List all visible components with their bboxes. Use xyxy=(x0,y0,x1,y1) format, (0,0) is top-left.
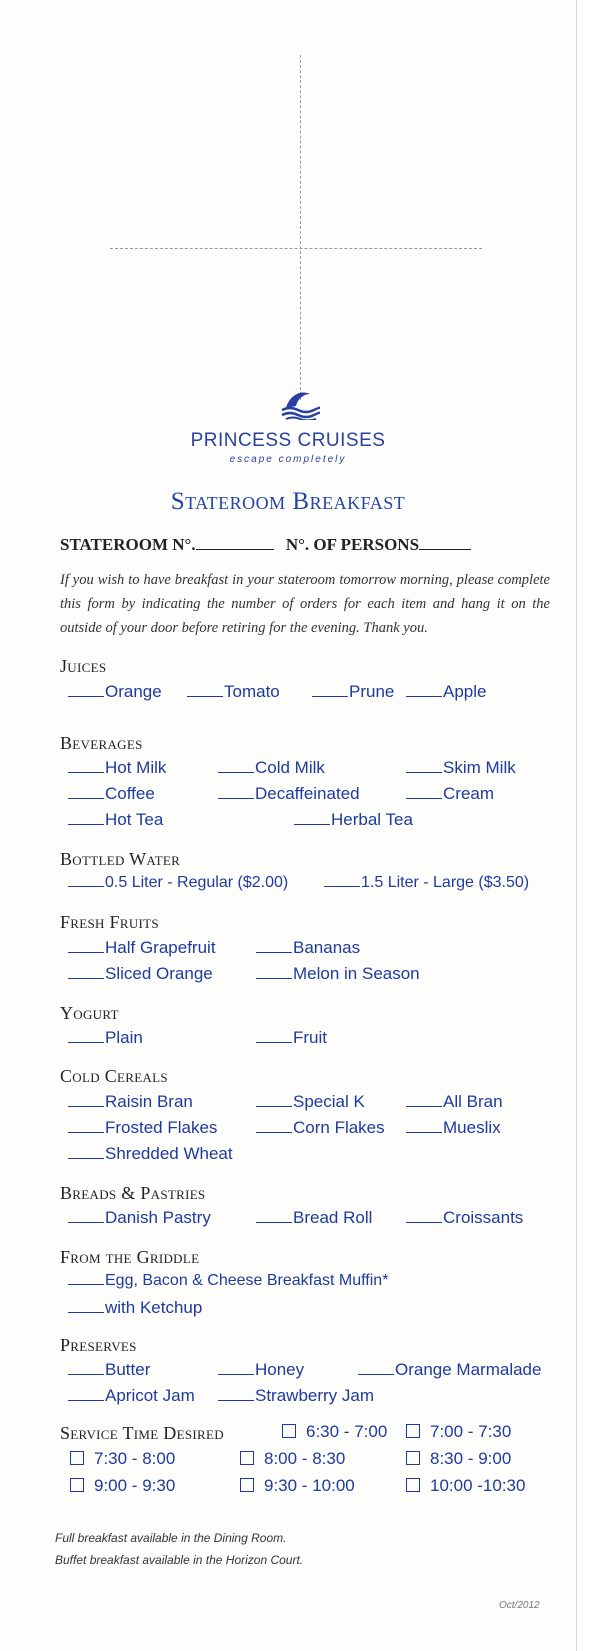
section-title-beverages: Beverages xyxy=(60,733,143,753)
time-slot-checkbox[interactable]: 8:00 - 8:30 xyxy=(240,1449,345,1469)
order-item[interactable]: Corn Flakes xyxy=(256,1118,385,1138)
section-title-service-time: Service Time Desired xyxy=(60,1423,224,1443)
intro-text: If you wish to have breakfast in your stateroom tomorrow morning, please complete this form by indicating the number of orders for each item and hang it on the outside of your door before retiring for the evening. Thank you. xyxy=(60,572,550,636)
brand-tagline: escape completely xyxy=(229,454,347,465)
section-title-juices: Juices xyxy=(60,656,107,676)
order-item[interactable]: Raisin Bran xyxy=(68,1092,193,1112)
order-item[interactable]: Egg, Bacon & Cheese Breakfast Muffin* xyxy=(68,1272,388,1290)
persons-count-field[interactable] xyxy=(419,549,471,550)
order-item[interactable]: Coffee xyxy=(68,784,155,804)
order-item[interactable]: Danish Pastry xyxy=(68,1208,211,1228)
order-item[interactable]: Decaffeinated xyxy=(218,784,360,804)
order-item[interactable]: Prune xyxy=(312,682,394,702)
time-slot-checkbox[interactable]: 10:00 -10:30 xyxy=(406,1476,525,1496)
print-date: Oct/2012 xyxy=(499,1600,540,1611)
section-title-cold-cereals: Cold Cereals xyxy=(60,1066,168,1086)
fold-guide-vertical xyxy=(300,55,301,400)
order-item[interactable]: Cream xyxy=(406,784,494,804)
order-item[interactable]: Bananas xyxy=(256,938,360,958)
order-item[interactable]: Bread Roll xyxy=(256,1208,372,1228)
order-item[interactable]: Orange xyxy=(68,682,162,702)
time-slot-checkbox[interactable]: 9:00 - 9:30 xyxy=(70,1476,175,1496)
time-slot-checkbox[interactable]: 8:30 - 9:00 xyxy=(406,1449,511,1469)
order-item[interactable]: Croissants xyxy=(406,1208,523,1228)
order-item[interactable]: Plain xyxy=(68,1028,143,1048)
order-item[interactable]: Fruit xyxy=(256,1028,327,1048)
order-item[interactable]: Hot Milk xyxy=(68,758,166,778)
order-item[interactable]: with Ketchup xyxy=(68,1298,202,1318)
order-item[interactable]: Shredded Wheat xyxy=(68,1144,233,1164)
persons-label: N°. OF PERSONS xyxy=(285,535,420,554)
order-item[interactable]: Skim Milk xyxy=(406,758,516,778)
section-title-fresh-fruits: Fresh Fruits xyxy=(60,912,159,932)
section-title-yogurt: Yogurt xyxy=(60,1003,119,1023)
order-item[interactable]: Frosted Flakes xyxy=(68,1118,217,1138)
footer-note-buffet: Buffet breakfast available in the Horizon Court. xyxy=(55,1553,304,1567)
form-title: Stateroom Breakfast xyxy=(170,488,406,515)
stateroom-line xyxy=(60,535,560,555)
order-item[interactable]: 1.5 Liter - Large ($3.50) xyxy=(324,874,529,892)
time-slot-checkbox[interactable]: 7:00 - 7:30 xyxy=(406,1422,511,1442)
section-title-breads-pastries: Breads & Pastries xyxy=(60,1183,206,1203)
order-item[interactable]: All Bran xyxy=(406,1092,503,1112)
order-item[interactable]: Melon in Season xyxy=(256,964,420,984)
order-item[interactable]: Apple xyxy=(406,682,486,702)
order-item[interactable]: Strawberry Jam xyxy=(218,1386,374,1406)
time-slot-checkbox[interactable]: 9:30 - 10:00 xyxy=(240,1476,355,1496)
order-item[interactable]: 0.5 Liter - Regular ($2.00) xyxy=(68,874,288,892)
order-item[interactable]: Herbal Tea xyxy=(294,810,413,830)
order-item[interactable]: Orange Marmalade xyxy=(358,1360,541,1380)
stateroom-number-field[interactable] xyxy=(196,549,274,550)
section-title-preserves: Preserves xyxy=(60,1335,137,1355)
order-item[interactable]: Sliced Orange xyxy=(68,964,213,984)
fold-guide-horizontal xyxy=(110,248,482,249)
order-item[interactable]: Half Grapefruit xyxy=(68,938,216,958)
order-item[interactable]: Tomato xyxy=(187,682,280,702)
time-slot-checkbox[interactable]: 7:30 - 8:00 xyxy=(70,1449,175,1469)
order-item[interactable]: Apricot Jam xyxy=(68,1386,195,1406)
footer-note-dining: Full breakfast available in the Dining Room. xyxy=(55,1531,287,1545)
princess-logo-icon xyxy=(280,388,320,425)
order-item[interactable]: Cold Milk xyxy=(218,758,325,778)
section-title-bottled-water: Bottled Water xyxy=(60,849,181,869)
order-item[interactable]: Honey xyxy=(218,1360,304,1380)
time-slot-checkbox[interactable]: 6:30 - 7:00 xyxy=(282,1422,387,1442)
stateroom-label: STATEROOM N°. xyxy=(60,535,196,554)
brand-name: PRINCESS CRUISES xyxy=(190,430,386,451)
order-item[interactable]: Mueslix xyxy=(406,1118,501,1138)
section-title-from-the-griddle: From the Griddle xyxy=(60,1247,200,1267)
order-item[interactable]: Special K xyxy=(256,1092,365,1112)
order-item[interactable]: Butter xyxy=(68,1360,150,1380)
order-item[interactable]: Hot Tea xyxy=(68,810,163,830)
